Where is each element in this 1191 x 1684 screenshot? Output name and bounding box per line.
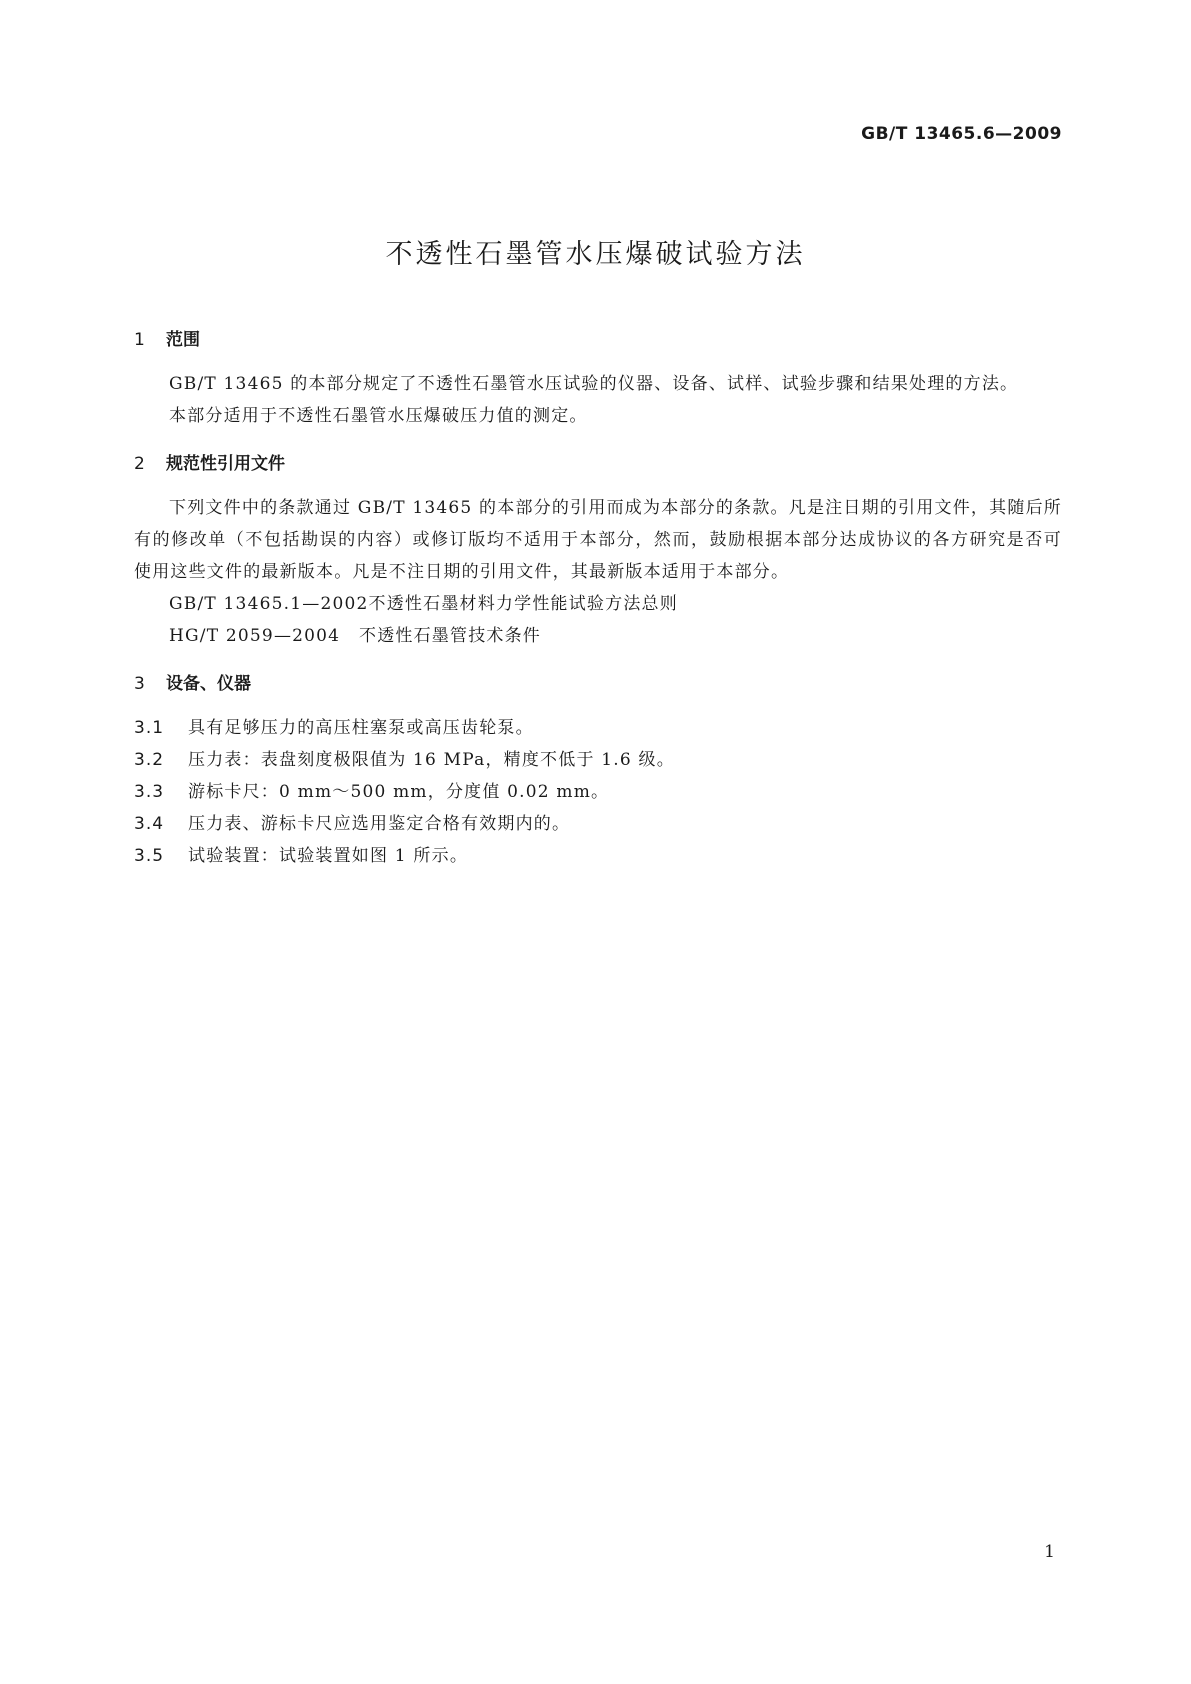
clause-number: 3.2 <box>134 750 165 770</box>
clause-text: 压力表：表盘刻度极限值为 16 MPa，精度不低于 1.6 级。 <box>188 750 675 770</box>
section-heading-normative-references <box>134 450 1062 478</box>
section-number: 2 <box>134 454 145 474</box>
reference-title: 不透性石墨材料力学性能试验方法总则 <box>368 594 678 614</box>
clause-number: 3.4 <box>134 814 165 834</box>
section-title: 设备、仪器 <box>166 674 251 694</box>
paragraph: 下列文件中的条款通过 GB/T 13465 的本部分的引用而成为本部分的条款。凡是注日期的引用文件，其随后所有的修改单（不包括勘误的内容）或修订版均不适用于本部分，然而，鼓励根据本部分达成协议的各方研究是否可使用这些文件的最新版本。凡是不注日期的引用文件，其最新版本适用于本部分。 <box>134 498 1062 582</box>
clause-item <box>134 808 1062 840</box>
section-number: 3 <box>134 674 145 694</box>
reference-item <box>134 620 1062 652</box>
clause-text: 试验装置：试验装置如图 1 所示。 <box>188 846 469 866</box>
clause-item <box>134 840 1062 872</box>
clause-number: 3.3 <box>134 782 165 802</box>
section-title: 范围 <box>166 330 200 350</box>
section-heading-scope <box>134 326 1062 354</box>
clause-item <box>134 712 1062 744</box>
paragraph: 本部分适用于不透性石墨管水压爆破压力值的测定。 <box>169 406 588 426</box>
clause-text: 游标卡尺：0 mm～500 mm，分度值 0.02 mm。 <box>188 782 610 802</box>
paragraph: GB/T 13465 的本部分规定了不透性石墨管水压试验的仪器、设备、试样、试验步骤和结果处理的方法。 <box>169 374 1019 394</box>
reference-code: HG/T 2059—2004 <box>169 626 341 646</box>
standard-number: GB/T 13465.6—2009 <box>861 124 1062 144</box>
reference-code: GB/T 13465.1—2002 <box>169 594 369 614</box>
clause-item <box>134 744 1062 776</box>
document-body <box>134 326 1062 872</box>
reference-item <box>134 588 1062 620</box>
clause-number: 3.1 <box>134 718 165 738</box>
section-title: 规范性引用文件 <box>166 454 285 474</box>
section-number: 1 <box>134 330 145 350</box>
clause-text: 具有足够压力的高压柱塞泵或高压齿轮泵。 <box>188 718 534 738</box>
clause-item <box>134 776 1062 808</box>
section-heading-equipment <box>134 670 1062 698</box>
clause-text: 压力表、游标卡尺应选用鉴定合格有效期内的。 <box>188 814 571 834</box>
page-number: 1 <box>1044 1542 1055 1562</box>
reference-title: 不透性石墨管技术条件 <box>359 626 541 646</box>
clause-number: 3.5 <box>134 846 165 866</box>
document-title: 不透性石墨管水压爆破试验方法 <box>385 239 806 270</box>
